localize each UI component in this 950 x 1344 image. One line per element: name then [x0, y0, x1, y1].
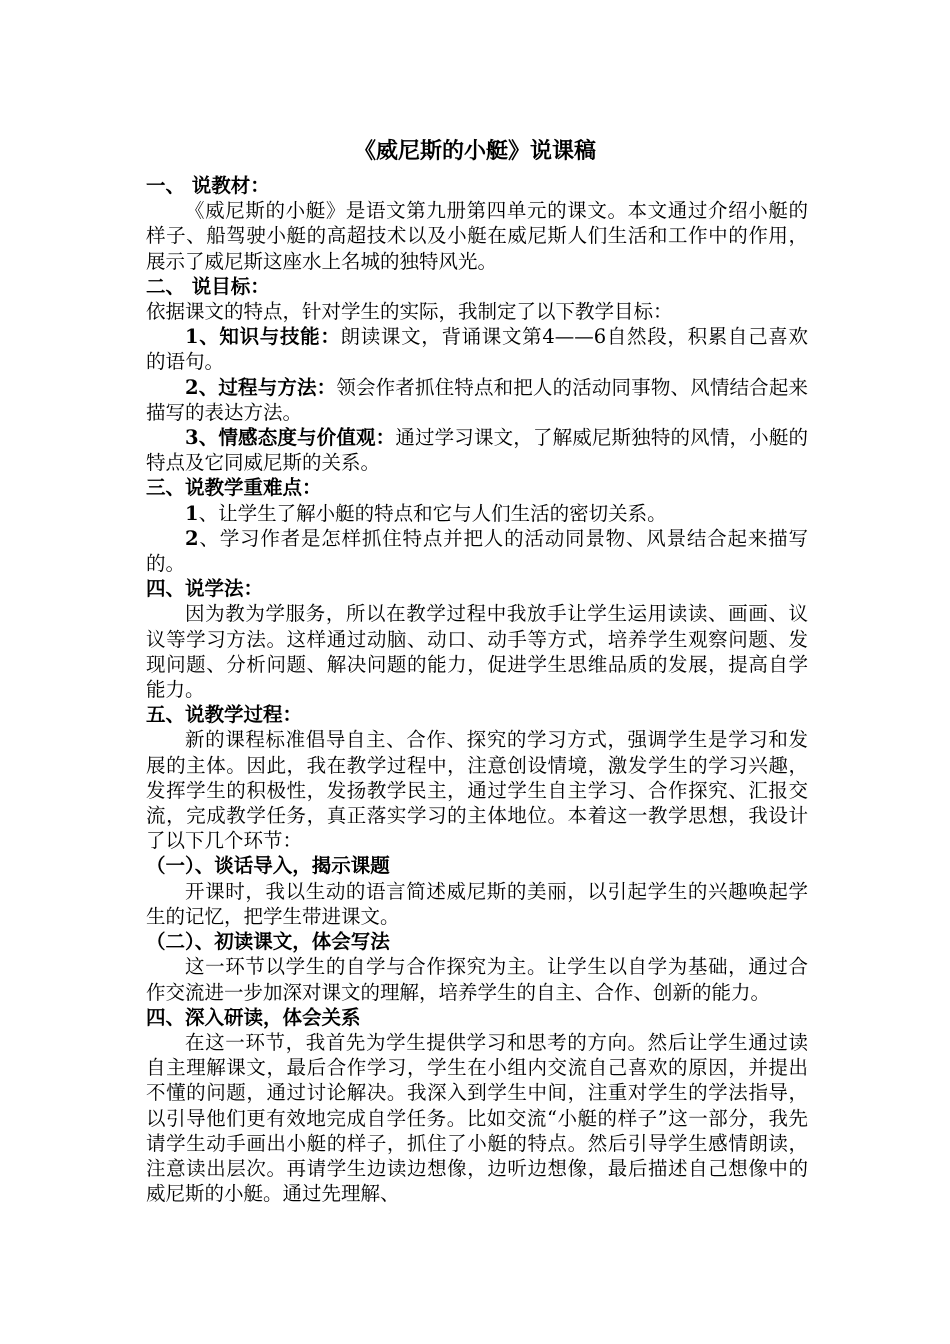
goal-text: 朗读课文，背诵课文第4——6自然段，积累自己喜欢的语句。 [146, 325, 808, 374]
item-number: 2 [185, 526, 199, 550]
paragraph: 开课时，我以生动的语言简述威尼斯的美丽，以引起学生的兴趣唤起学生的记忆，把学生带进课文。 [146, 879, 808, 928]
section-heading: 五、说教学过程： [146, 703, 303, 727]
document-body [146, 173, 808, 1206]
goal-text: 通过学习课文，了解威尼斯独特的风情，小艇的特点及它同威尼斯的关系。 [146, 426, 808, 475]
goal-item [146, 425, 808, 475]
list-item [146, 501, 808, 526]
subsection-heading: （一）、谈话导入，揭示课题 [146, 854, 390, 878]
paragraph: 在这一环节，我首先为学生提供学习和思考的方向。然后让学生通过读自主理解课文，最后合作学习，学生在小组内交流自己喜欢的原因，并提出不懂的问题，通过讨论解决。我深入到学生中间，注重对学生的学法指导，以引导他们更有效地完成自学任务。比如交流“小艇的样子”这一部分，我先请学生动手画出小艇的样子，抓住了小艇的特点。然后引导学生感情朗读，注意读出层次。再请学生边读边想像，边听边想像，最后描述自己想像中的威尼斯的小艇。通过先理解、 [146, 1030, 808, 1206]
goal-label: 2、过程与方法： [185, 375, 337, 399]
section-heading: 四、说学法： [146, 577, 264, 601]
goal-label: 1、知识与技能： [185, 325, 341, 349]
document-title: 《威尼斯的小艇》说课稿 [353, 138, 596, 164]
item-text: 、学习作者是怎样抓住特点并把人的活动同景物、风景结合起来描写的。 [146, 526, 808, 576]
goal-item [146, 324, 808, 374]
paragraph: 这一环节以学生的自学与合作探究为主。让学生以自学为基础，通过合作交流进一步加深对课文的理解，培养学生的自主、合作、创新的能力。 [146, 955, 808, 1004]
section-heading: 二、 说目标： [146, 274, 270, 298]
paragraph: 新的课程标准倡导自主、合作、探究的学习方式，强调学生是学习和发展的主体。因此，我在教学过程中，注意创设情境，激发学生的学习兴趣，发挥学生的积极性，发扬教学民主，通过学生自主学习、合作探究、汇报交流，完成教学任务，真正落实学习的主体地位。本着这一教学思想，我设计了以下几个环节： [146, 728, 808, 853]
goal-text: 领会作者抓住特点和把人的活动同事物、风情结合起来描写的表达方法。 [146, 375, 808, 424]
paragraph: 因为教为学服务，所以在教学过程中我放手让学生运用读读、画画、议议等学习方法。这样通过动脑、动口、动手等方式，培养学生观察问题、发现问题、分析问题、解决问题的能力，促进学生思维品质的发展，提高自学能力。 [146, 602, 808, 702]
goal-label: 3、情感态度与价值观： [185, 426, 396, 450]
paragraph: 《威尼斯的小艇》是语文第九册第四单元的课文。本文通过介绍小艇的样子、船驾驶小艇的高超技术以及小艇在威尼斯人们生活和工作中的作用，展示了威尼斯这座水上名城的独特风光。 [146, 199, 808, 273]
paragraph: 依据课文的特点，针对学生的实际，我制定了以下教学目标： [146, 300, 673, 324]
item-text: 、让学生了解小艇的特点和它与人们生活的密切关系。 [198, 501, 667, 525]
section-heading: 一、 说教材： [146, 174, 270, 197]
list-item [146, 526, 808, 576]
subsection-heading: 四、深入研读，体会关系 [146, 1005, 361, 1029]
subsection-heading: （二）、初读课文，体会写法 [146, 930, 390, 954]
item-number: 1 [185, 501, 199, 525]
goal-item [146, 375, 808, 425]
section-heading: 三、说教学重难点： [146, 476, 322, 500]
